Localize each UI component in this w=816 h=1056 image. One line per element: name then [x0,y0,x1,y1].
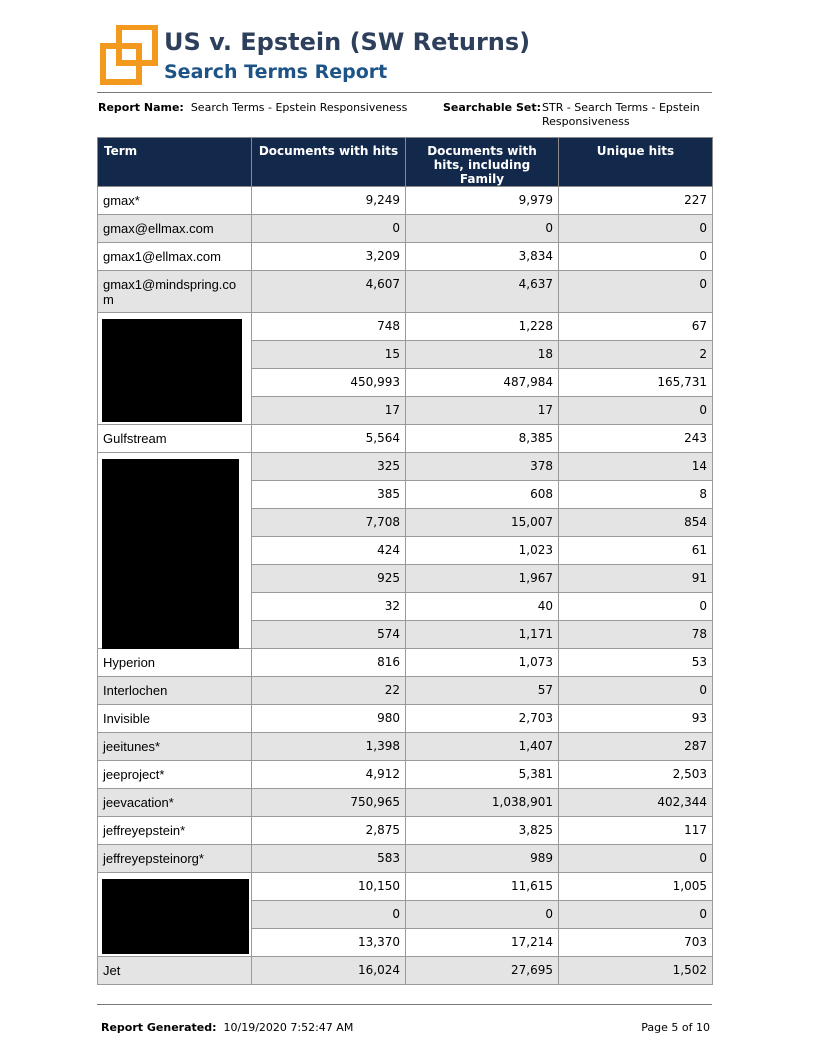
unique-cell: 93 [559,705,713,733]
unique-cell: 78 [559,621,713,649]
table-row [98,271,713,313]
unique-cell: 227 [559,187,713,215]
unique-cell: 2,503 [559,761,713,789]
table-body [98,187,713,985]
family-cell: 17,214 [406,929,559,957]
family-cell: 1,023 [406,537,559,565]
family-cell: 1,171 [406,621,559,649]
family-cell: 5,381 [406,761,559,789]
term-cell: jeevacation* [98,789,252,817]
family-cell: 1,038,901 [406,789,559,817]
docs-cell: 0 [252,215,406,243]
table-row [98,957,713,985]
column-header-unique: Unique hits [559,138,713,187]
redaction-block [102,319,242,422]
table-row [98,649,713,677]
report-name-field [98,101,407,115]
unique-cell: 402,344 [559,789,713,817]
unique-cell: 287 [559,733,713,761]
docs-cell: 7,708 [252,509,406,537]
table-row [98,873,713,901]
term-cell: gmax* [98,187,252,215]
report-generated [101,1021,353,1034]
docs-cell: 3,209 [252,243,406,271]
generated-value: 10/19/2020 7:52:47 AM [223,1021,354,1034]
docs-cell: 583 [252,845,406,873]
docs-cell: 17 [252,397,406,425]
unique-cell: 703 [559,929,713,957]
family-cell: 3,834 [406,243,559,271]
family-cell: 378 [406,453,559,481]
docs-cell: 9,249 [252,187,406,215]
table-row [98,243,713,271]
table-row [98,313,713,341]
docs-cell: 22 [252,677,406,705]
family-cell: 608 [406,481,559,509]
term-cell: Invisible [98,705,252,733]
term-cell: jeffreyepstein* [98,817,252,845]
unique-cell: 1,005 [559,873,713,901]
unique-cell: 0 [559,243,713,271]
unique-cell: 0 [559,271,713,313]
family-cell: 57 [406,677,559,705]
term-cell: Jet [98,957,252,985]
term-cell: jeeitunes* [98,733,252,761]
docs-cell: 925 [252,565,406,593]
unique-cell: 0 [559,215,713,243]
family-cell: 40 [406,593,559,621]
docs-cell: 13,370 [252,929,406,957]
family-cell: 15,007 [406,509,559,537]
docs-cell: 4,607 [252,271,406,313]
family-cell: 4,637 [406,271,559,313]
term-cell: jeeproject* [98,761,252,789]
family-cell: 3,825 [406,817,559,845]
report-logo [99,25,159,85]
docs-cell: 2,875 [252,817,406,845]
docs-cell: 325 [252,453,406,481]
unique-cell: 53 [559,649,713,677]
table-row [98,187,713,215]
docs-cell: 16,024 [252,957,406,985]
family-cell: 9,979 [406,187,559,215]
unique-cell: 14 [559,453,713,481]
unique-cell: 0 [559,901,713,929]
redaction-block [102,459,239,649]
table-row [98,677,713,705]
report-title: US v. Epstein (SW Returns) [164,28,531,56]
footer-divider [97,1004,712,1005]
docs-cell: 15 [252,341,406,369]
family-cell: 1,967 [406,565,559,593]
term-cell: gmax1@ellmax.com [98,243,252,271]
report-name-value: Search Terms - Epstein Responsiveness [190,101,408,114]
term-cell: jeffreyepsteinorg* [98,845,252,873]
table-row [98,733,713,761]
table-row [98,705,713,733]
family-cell: 18 [406,341,559,369]
term-cell: gmax@ellmax.com [98,215,252,243]
unique-cell: 165,731 [559,369,713,397]
column-header-family: Documents with hits, including Family [406,138,559,187]
docs-cell: 4,912 [252,761,406,789]
column-header-docs: Documents with hits [252,138,406,187]
family-cell: 0 [406,901,559,929]
table-header-row [98,138,713,187]
family-cell: 1,073 [406,649,559,677]
docs-cell: 424 [252,537,406,565]
table-row [98,215,713,243]
report-name-label: Report Name: [98,101,184,114]
family-cell: 17 [406,397,559,425]
unique-cell: 67 [559,313,713,341]
unique-cell: 0 [559,845,713,873]
family-cell: 487,984 [406,369,559,397]
family-cell: 989 [406,845,559,873]
term-cell: Hyperion [98,649,252,677]
unique-cell: 1,502 [559,957,713,985]
family-cell: 1,228 [406,313,559,341]
page-number: Page 5 of 10 [641,1021,710,1034]
redacted-term-cell [98,873,252,957]
unique-cell: 117 [559,817,713,845]
searchable-set-label: Searchable Set: [443,101,541,114]
table-row [98,817,713,845]
table-row [98,453,713,481]
searchable-set-field [443,101,541,115]
unique-cell: 91 [559,565,713,593]
docs-cell: 748 [252,313,406,341]
header-divider [97,92,712,93]
family-cell: 27,695 [406,957,559,985]
column-header-term: Term [98,138,252,187]
unique-cell: 2 [559,341,713,369]
generated-label: Report Generated: [101,1021,217,1034]
unique-cell: 0 [559,593,713,621]
family-cell: 2,703 [406,705,559,733]
docs-cell: 385 [252,481,406,509]
docs-cell: 10,150 [252,873,406,901]
redacted-term-cell [98,313,252,425]
term-cell: Interlochen [98,677,252,705]
unique-cell: 61 [559,537,713,565]
family-cell: 11,615 [406,873,559,901]
docs-cell: 574 [252,621,406,649]
redacted-term-cell [98,453,252,649]
docs-cell: 980 [252,705,406,733]
unique-cell: 8 [559,481,713,509]
unique-cell: 854 [559,509,713,537]
table-row [98,425,713,453]
table-row [98,789,713,817]
search-terms-table [97,137,713,985]
searchable-set-value: STR - Search Terms - Epstein Responsiveness [542,101,700,128]
unique-cell: 0 [559,397,713,425]
docs-cell: 1,398 [252,733,406,761]
term-cell: gmax1@mindspring.com [98,271,252,313]
unique-cell: 0 [559,677,713,705]
redaction-block [102,879,249,954]
docs-cell: 32 [252,593,406,621]
docs-cell: 5,564 [252,425,406,453]
docs-cell: 816 [252,649,406,677]
docs-cell: 750,965 [252,789,406,817]
family-cell: 0 [406,215,559,243]
docs-cell: 0 [252,901,406,929]
report-subtitle: Search Terms Report [164,61,388,83]
table-row [98,761,713,789]
term-cell: Gulfstream [98,425,252,453]
table-row [98,845,713,873]
family-cell: 8,385 [406,425,559,453]
family-cell: 1,407 [406,733,559,761]
docs-cell: 450,993 [252,369,406,397]
unique-cell: 243 [559,425,713,453]
